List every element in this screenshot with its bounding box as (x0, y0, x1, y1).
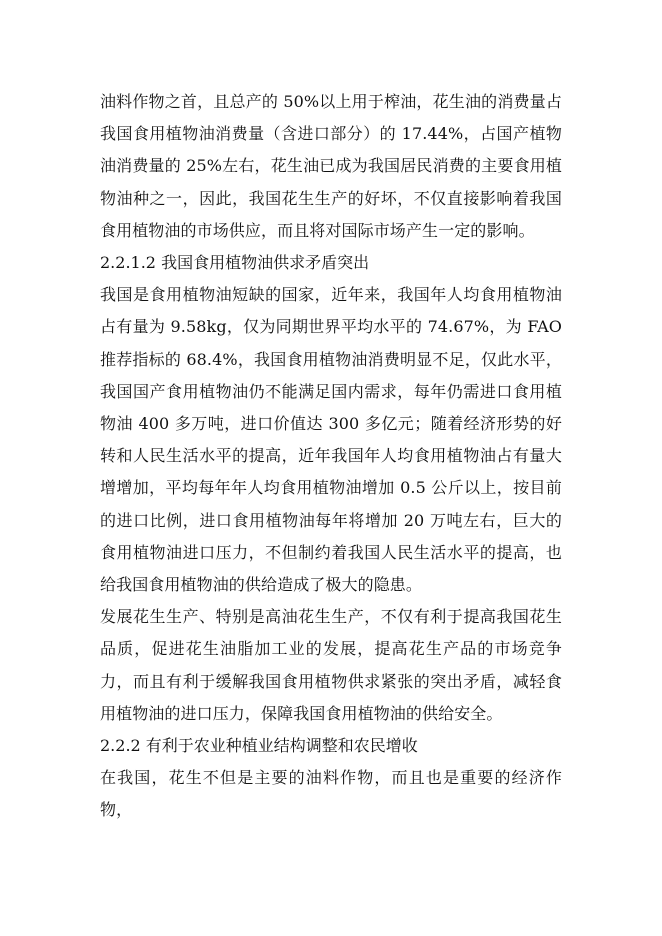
section-heading-2-2-2: 2.2.2 有利于农业种植业结构调整和农民增收 (100, 736, 418, 756)
document-page (100, 86, 562, 827)
paragraph-edible-oil-shortage: 我国是食用植物油短缺的国家，近年来，我国年人均食用植物油占有量为 9.58kg，仅为同期世界平均水平的 74.67%，为 FAO 推荐指标的 68.4%，我国食用植物油消费明显不足，仅此水平，我国国产食用植物油仍不能满足国内需求，每年仍需进口食用植物油 400 多万吨，进口价值达 300 多亿元；随着经济形势的好转和人民生活水平的提高，近年我国年人均食用植物油占有量大增增加，平均每年年人均食用植物油增加 0.5 公斤以上，按目前的进口比例，进口食用植物油每年将增加 20 万吨左右，巨大的食用植物油进口压力，不但制约着我国人民生活水平的提高，也给我国食用植物油的供给造成了极大的隐患。 (100, 285, 562, 595)
paragraph-develop-peanut-production: 发展花生生产、特别是高油花生生产，不仅有利于提高我国花生品质，促进花生油脂加工业的发展，提高花生产品的市场竞争力，而且有利于缓解我国食用植物供求紧张的突出矛盾，减轻食用植物油的进口压力，保障我国食用植物油的供给安全。 (100, 607, 562, 723)
section-heading-2-2-1-2: 2.2.1.2 我国食用植物油供求矛盾突出 (100, 253, 370, 273)
paragraph-economic-crop: 在我国，花生不但是主要的油料作物，而且也是重要的经济作物， (100, 768, 562, 820)
paragraph-peanut-oil-consumption: 油料作物之首，且总产的 50%以上用于榨油，花生油的消费量占我国食用植物油消费量（含进口部分）的 17.44%，占国产植物油消费量的 25%左右，花生油已成为我国居民消费的主要食用植物油种之一，因此，我国花生生产的好坏，不仅直接影响着我国食用植物油的市场供应，而且将对国际市场产生一定的影响。 (100, 92, 562, 240)
